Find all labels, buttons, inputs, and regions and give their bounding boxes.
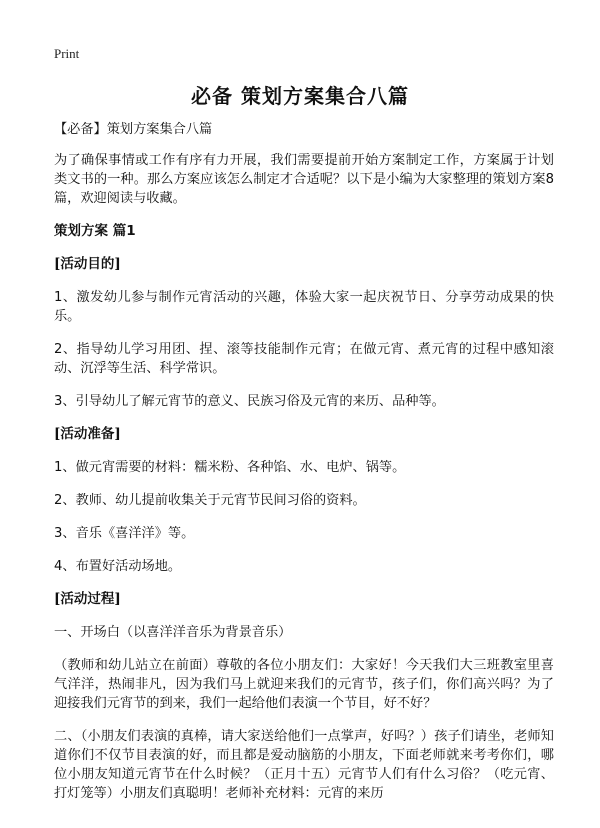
print-link[interactable]: Print xyxy=(54,46,80,61)
process-item: （教师和幼儿站立在前面）尊敬的各位小朋友们：大家好！今天我们大三班教室里喜气洋洋，热闹非凡，因为我们马上就迎来我们的元宵节，孩子们，你们高兴吗？为了迎接我们元宵节的到来，我们一起给他们表演一个节目，好不好？ xyxy=(54,658,554,711)
prep-item: 4、布置好活动场地。 xyxy=(54,559,182,574)
prep-item: 1、做元宵需要的材料：糯米粉、各种馅、水、电炉、锅等。 xyxy=(54,460,406,475)
process-item: 二、（小朋友们表演的真棒，请大家送给他们一点掌声，好吗？）孩子们请坐，老师知道你们不仅节目表演的好，而且都是爱动脑筋的小朋友，下面老师就来考考你们，哪位小朋友知道元宵节在什么时候？（正月十五）元宵节人们有什么习俗？（吃元宵、打灯笼等）小朋友们真聪明！老师补充材料：元宵的来历 xyxy=(54,729,554,801)
process-heading: [活动过程] xyxy=(54,591,121,607)
prep-heading: [活动准备] xyxy=(54,426,121,442)
section-heading: 策划方案 篇1 xyxy=(54,223,136,239)
goal-item: 1、激发幼儿参与制作元宵活动的兴趣，体验大家一起庆祝节日、分享劳动成果的快乐。 xyxy=(54,290,554,324)
article-subtitle: 【必备】策划方案集合八篇 xyxy=(54,122,213,137)
goal-item: 2、指导幼儿学习用团、捏、滚等技能制作元宵；在做元宵、煮元宵的过程中感知滚动、沉浮等生活、科学常识。 xyxy=(54,342,554,376)
goal-heading: [活动目的] xyxy=(54,256,121,272)
article-body xyxy=(54,120,554,817)
process-item: 一、开场白（以喜洋洋音乐为背景音乐） xyxy=(54,625,292,640)
goal-item: 3、引导幼儿了解元宵节的意义、民族习俗及元宵的来历、品种等。 xyxy=(54,394,445,409)
intro-paragraph: 为了确保事情或工作有序有力开展，我们需要提前开始方案制定工作，方案属于计划类文书的一种。那么方案应该怎么制定才合适呢？以下是小编为大家整理的策划方案8篇，欢迎阅读与收藏。 xyxy=(54,153,554,206)
page-title: 必备 策划方案集合八篇 xyxy=(191,84,409,108)
prep-item: 3、音乐《喜洋洋》等。 xyxy=(54,526,195,541)
prep-item: 2、教师、幼儿提前收集关于元宵节民间习俗的资料。 xyxy=(54,493,366,508)
